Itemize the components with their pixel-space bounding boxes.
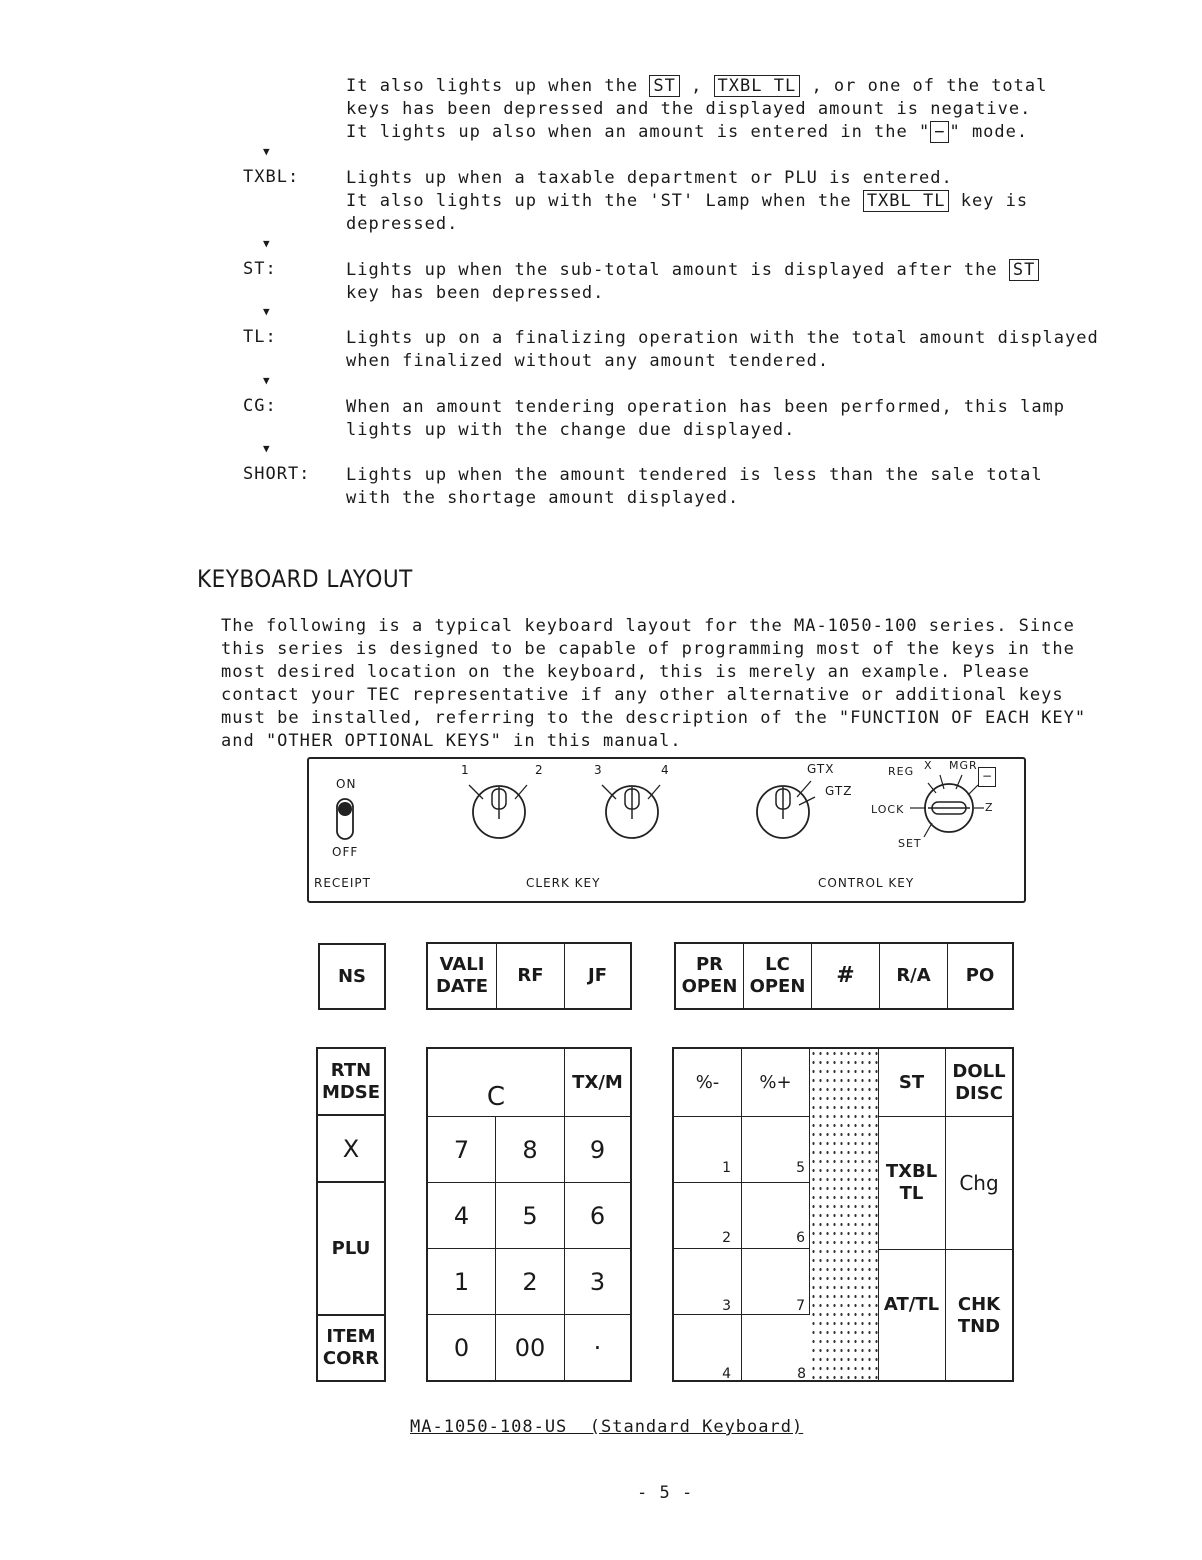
key-7[interactable]: 7 [428,1117,496,1183]
percent-minus-key[interactable]: %- [674,1049,742,1117]
ra-key[interactable]: R/A [880,944,948,1008]
department-key-1[interactable]: 1 [674,1117,742,1183]
lamp-arrow-icon: ▼ [263,237,271,250]
numeric-keypad [426,1047,632,1382]
key-6[interactable]: 6 [565,1183,630,1249]
control-key-label: CONTROL KEY [818,876,915,890]
lamp-arrow-icon: ▼ [263,145,271,158]
percent-plus-key[interactable]: %+ [742,1049,810,1117]
txbl-lamp-text: Lights up when a taxable department or PLU is entered. It also lights up with the 'ST' Lamp when the TXBL TL key is depressed. [346,168,1029,234]
left-key-column [316,1047,386,1382]
txbl-tl-key-ref: TXBL TL [714,75,801,97]
key-8[interactable]: 8 [496,1117,565,1183]
clerk-position-3: 3 [594,763,603,777]
tx-m-key[interactable]: TX/M [565,1049,630,1117]
department-key-8[interactable]: 8 [797,1366,806,1382]
control-minus-label: − [978,767,996,787]
intro-line: The following is a typical keyboard layout for the MA-1050-100 series. Since [221,616,1075,636]
intro-line: this series is designed to be capable of programming most of the keys in the [221,639,1075,659]
department-key-6[interactable]: 6 [742,1183,810,1249]
lamp-arrow-icon: ▼ [263,305,271,318]
department-key-5[interactable]: 5 [742,1117,810,1183]
vali-rf-jf-group [426,942,632,1010]
chg-key[interactable]: Chg [946,1117,1012,1250]
control-mgr-label: MGR [949,759,978,772]
receipt-off-label: OFF [332,845,359,859]
st-key[interactable]: ST [878,1049,946,1117]
intro-line: contact your TEC representative if any other alternative or additional keys [221,685,1064,705]
minus-lamp-line-3: It lights up also when an amount is entered in the " − " mode. [346,122,1029,142]
key-0[interactable]: 0 [428,1315,496,1380]
key-1[interactable]: 1 [428,1249,496,1315]
lamp-arrow-icon: ▼ [263,442,271,455]
lamp-arrow-icon: ▼ [263,374,271,387]
intro-line: and "OTHER OPTIONAL KEYS" in this manual. [221,731,682,751]
short-lamp-text: Lights up when the amount tendered is less than the sale total with the shortage amount displayed. [346,465,1043,508]
page-number: - 5 - [637,1483,694,1503]
vali-date-key[interactable]: VALI DATE [428,944,497,1008]
hash-key[interactable]: # [812,944,880,1008]
ns-key[interactable]: NS [318,943,386,1010]
key-4[interactable]: 4 [428,1183,496,1249]
minus-lamp-line-2: keys has been depressed and the displayed amount is negative. [346,99,1032,119]
short-lamp-label: SHORT: [243,464,311,484]
department-key-2[interactable]: 2 [674,1183,742,1249]
control-lock-label: LOCK [871,803,905,816]
clerk-position-1: 1 [461,763,470,777]
department-key-3[interactable]: 3 [674,1249,742,1315]
x-key[interactable]: X [318,1116,384,1183]
minus-lamp-line-1: It also lights up when the ST , TXBL TL , or one of the total [346,76,1048,96]
gt-lock-icon[interactable] [739,777,831,841]
chk-tnd-key[interactable]: CHK TND [957,1294,1001,1337]
key-00[interactable]: 00 [496,1315,565,1380]
minus-key-ref: − [930,121,949,143]
decimal-point-key[interactable]: · [593,1333,602,1362]
st-lamp-text: Lights up when the sub-total amount is displayed after the ST key has been depressed. [346,259,1116,305]
key-5[interactable]: 5 [496,1183,565,1249]
intro-paragraph [221,615,1107,753]
jf-key[interactable]: JF [588,965,607,986]
function-row-group [674,942,1014,1010]
st-key-ref: ST [649,75,679,97]
clerk-lock-2-icon[interactable] [592,779,670,841]
rtn-mdse-key[interactable]: RTN MDSE [318,1049,384,1116]
lc-open-key[interactable]: LC OPEN [744,944,812,1008]
clerk-key-label: CLERK KEY [526,876,601,890]
receipt-on-label: ON [336,777,357,791]
plu-key[interactable]: PLU [318,1183,384,1316]
st-lamp-label: ST: [243,259,277,279]
doll-disc-key[interactable]: DOLL DISC [946,1049,1012,1117]
at-tl-key[interactable]: AT/TL [878,1250,946,1380]
department-key-4[interactable]: 4 [674,1315,742,1380]
clerk-lock-1-icon[interactable] [459,779,537,841]
keyboard-caption: MA-1050-108-US (Standard Keyboard) [410,1417,804,1437]
clerk-position-2: 2 [535,763,544,777]
cg-lamp-text: When an amount tendering operation has been performed, this lamp lights up with the change due displayed. [346,397,1066,440]
po-key[interactable]: PO [965,965,995,986]
control-x-label: X [924,759,933,772]
pr-open-key[interactable]: PR OPEN [676,944,744,1008]
blank-key-column [810,1049,879,1380]
control-reg-label: REG [888,765,915,778]
control-lock-icon[interactable] [904,769,994,847]
rf-key[interactable]: RF [497,944,565,1008]
intro-line: must be installed, referring to the description of the "FUNCTION OF EACH KEY" [221,708,1087,728]
key-9[interactable]: 9 [565,1117,630,1183]
control-panel [307,757,1026,903]
cg-lamp-label: CG: [243,396,277,416]
txbl-tl-key[interactable]: TXBL TL [878,1117,946,1250]
tl-lamp-label: TL: [243,327,277,347]
st-key-ref: ST [1009,259,1039,281]
receipt-label: RECEIPT [314,876,371,890]
control-z-label: Z [985,801,994,814]
gtx-label: GTX [807,762,835,776]
item-corr-key[interactable]: ITEM CORR [322,1326,380,1369]
section-title: KEYBOARD LAYOUT [197,565,413,593]
clerk-position-4: 4 [661,763,670,777]
department-key-7[interactable]: 7 [742,1249,810,1315]
txbl-tl-key-ref: TXBL TL [863,190,950,212]
right-key-block [672,1047,1014,1382]
txbl-lamp-label: TXBL: [243,167,300,187]
receipt-switch[interactable] [333,797,357,843]
key-2[interactable]: 2 [496,1249,565,1315]
gtz-label: GTZ [825,784,853,798]
clear-key[interactable]: C [428,1049,565,1117]
tl-lamp-text: Lights up on a finalizing operation with the total amount displayed when finalized without any amount tendered. [346,328,1099,371]
control-set-label: SET [898,837,922,850]
minus-lamp-description [346,75,1106,144]
intro-line: most desired location on the keyboard, this is merely an example. Please [221,662,1030,682]
key-3[interactable]: 3 [565,1249,630,1315]
